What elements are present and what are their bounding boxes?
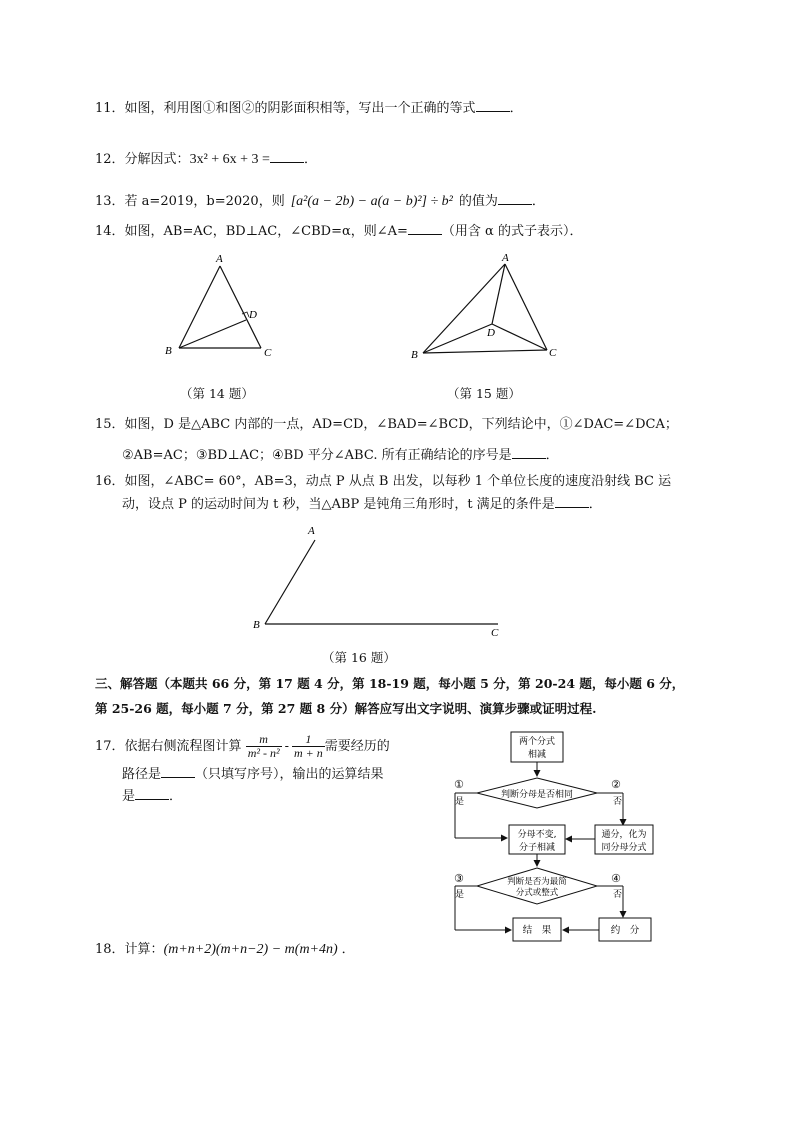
q12-text: 分解因式： [124,152,190,167]
question-14 [95,222,582,241]
q17-text: 依据右侧流程图计算 [124,739,242,754]
q17-end: ． [169,789,183,804]
question-18 [95,941,355,959]
q18-text: 计算： [124,942,164,957]
flow-yes-2: 是 [455,890,465,900]
figure-14 [155,250,285,365]
q18-end: ． [341,942,355,957]
flow-decision-1-text: 判断分母是否相同 [500,790,574,800]
answer-blank [512,446,546,459]
question-13 [95,192,545,211]
q12-end: ． [303,152,317,167]
q17-post: 需要经历的 [324,739,390,754]
flow-decision-2-text-2: 分式或整式 [515,888,559,898]
fig16-label-c: C [491,627,499,639]
flow-same-text-1: 分母不变, [517,830,557,840]
figure-16 [245,520,515,642]
q15-text-1: 如图，D 是△ABC 内部的一点，AD=CD，∠BAD=∠BCD，下列结论中，①∠DAC=∠DCA； [124,417,678,432]
q11-text: 如图，利用图①和图②的阴影面积相等，写出一个正确的等式 [124,101,476,116]
q18-expression: (m+n+2)(m+n−2) − m(m+4n) [163,942,338,957]
flow-start-text-2: 相减 [527,750,547,760]
flow-no-1: 否 [613,797,623,807]
q12-number: 12． [95,152,125,167]
flow-no-2: 否 [613,890,623,900]
q11-end: ． [509,101,523,116]
flow-reduce-text: 约 分 [610,925,640,936]
flow-yes-1: 是 [455,797,465,807]
q11-number: 11． [95,101,125,116]
question-17-line-1 [95,733,390,761]
fig15-label-c: C [549,347,557,359]
q14-number: 14． [95,224,125,239]
section-3-heading-1: 三、解答题（本题共 66 分，第 17 题 4 分，第 18-19 题，每小题 5 分，第 20-24 题，每小题 6 分， [95,676,685,691]
fraction-1 [246,733,282,760]
q16-end: ． [588,497,602,512]
answer-blank [161,765,195,778]
flow-same-text-2: 分子相减 [518,843,556,853]
question-15-line-2 [122,446,559,465]
q13-expression: [a²(a − 2b) − a(a − b)²] ÷ b² [290,194,453,209]
fraction-1-numerator: m [246,733,282,747]
section-3-heading-2: 第 25-26 题，每小题 7 分，第 27 题 8 分）解答应写出文字说明、演算步骤或证明过程. [95,701,597,716]
minus-sign: - [284,739,289,754]
fig16-label-b: B [253,619,260,631]
answer-blank [408,222,442,235]
answer-blank [498,192,532,205]
fig14-label-a: A [216,253,223,265]
flow-mark-1: ① [454,778,464,791]
q17-path-label: 路径是 [122,767,162,782]
answer-blank [476,99,510,112]
q17-result-label: 是 [122,789,136,804]
q15-end: ． [545,448,559,463]
figure-14-caption: （第 14 题） [180,386,254,401]
flow-start-text-1: 两个分式 [518,737,556,747]
fraction-1-denominator: m² - n² [247,746,280,760]
fig14-label-b: B [165,345,172,357]
q17-path-note: （只填写序号），输出的运算结果 [195,767,384,782]
q16-text-1: 如图，∠ABC= 60°，AB=3，动点 P 从点 B 出发，以每秒 1 个单位长度的速度沿射线 BC 运 [124,474,672,489]
fraction-2-denominator: m + n [293,746,323,760]
q14-post: （用含 α 的式子表示）． [441,224,583,239]
flow-mark-2: ② [611,778,621,791]
q13-post: 的值为 [458,194,498,209]
flow-mark-4: ④ [611,872,621,885]
flow-result-text: 结 果 [522,925,552,936]
question-11 [95,99,523,118]
q13-end: ． [531,194,545,209]
question-17-line-3 [122,787,182,806]
fig16-label-a: A [308,525,315,537]
fraction-2 [292,733,325,760]
flow-mark-3: ③ [454,872,464,885]
answer-blank [555,495,589,508]
answer-blank [135,787,169,800]
flow-diff-text-1: 通分，化为 [601,830,647,840]
answer-blank [270,150,304,163]
question-16-line-1 [95,473,671,491]
fig15-label-d: D [487,327,495,339]
q17-number: 17． [95,739,125,754]
fig14-label-c: C [264,347,272,359]
q18-number: 18． [95,942,125,957]
question-15-line-1 [95,416,678,434]
fig15-label-a: A [502,252,509,264]
flowchart [445,728,670,946]
question-16-line-2 [122,495,602,514]
flow-diff-text-2: 同分母分式 [601,843,647,853]
fig14-label-d: D [249,309,257,321]
q13-condition: 若 a=2019，b=2020，则 [124,194,285,209]
q15-text-2: ②AB=AC；③BD⊥AC；④BD 平分∠ABC. 所有正确结论的序号是 [122,448,512,463]
q12-expression: 3x² + 6x + 3 = [189,152,270,167]
q16-text-2: 动，设点 P 的运动时间为 t 秒，当△ABP 是钝角三角形时，t 满足的条件是 [122,497,555,512]
figure-15-caption: （第 15 题） [447,386,521,401]
figure-15 [405,250,570,365]
q16-number: 16． [95,474,125,489]
q14-text: 如图，AB=AC，BD⊥AC，∠CBD=α，则∠A= [124,224,408,239]
flow-decision-2-text-1: 判断是否为最简 [507,877,567,887]
question-12 [95,150,317,169]
question-17-line-2 [122,765,384,784]
q15-number: 15． [95,417,125,432]
fraction-2-numerator: 1 [292,733,325,747]
figure-16-caption: （第 16 题） [322,650,396,665]
q13-number: 13． [95,194,125,209]
fig15-label-b: B [411,349,418,361]
